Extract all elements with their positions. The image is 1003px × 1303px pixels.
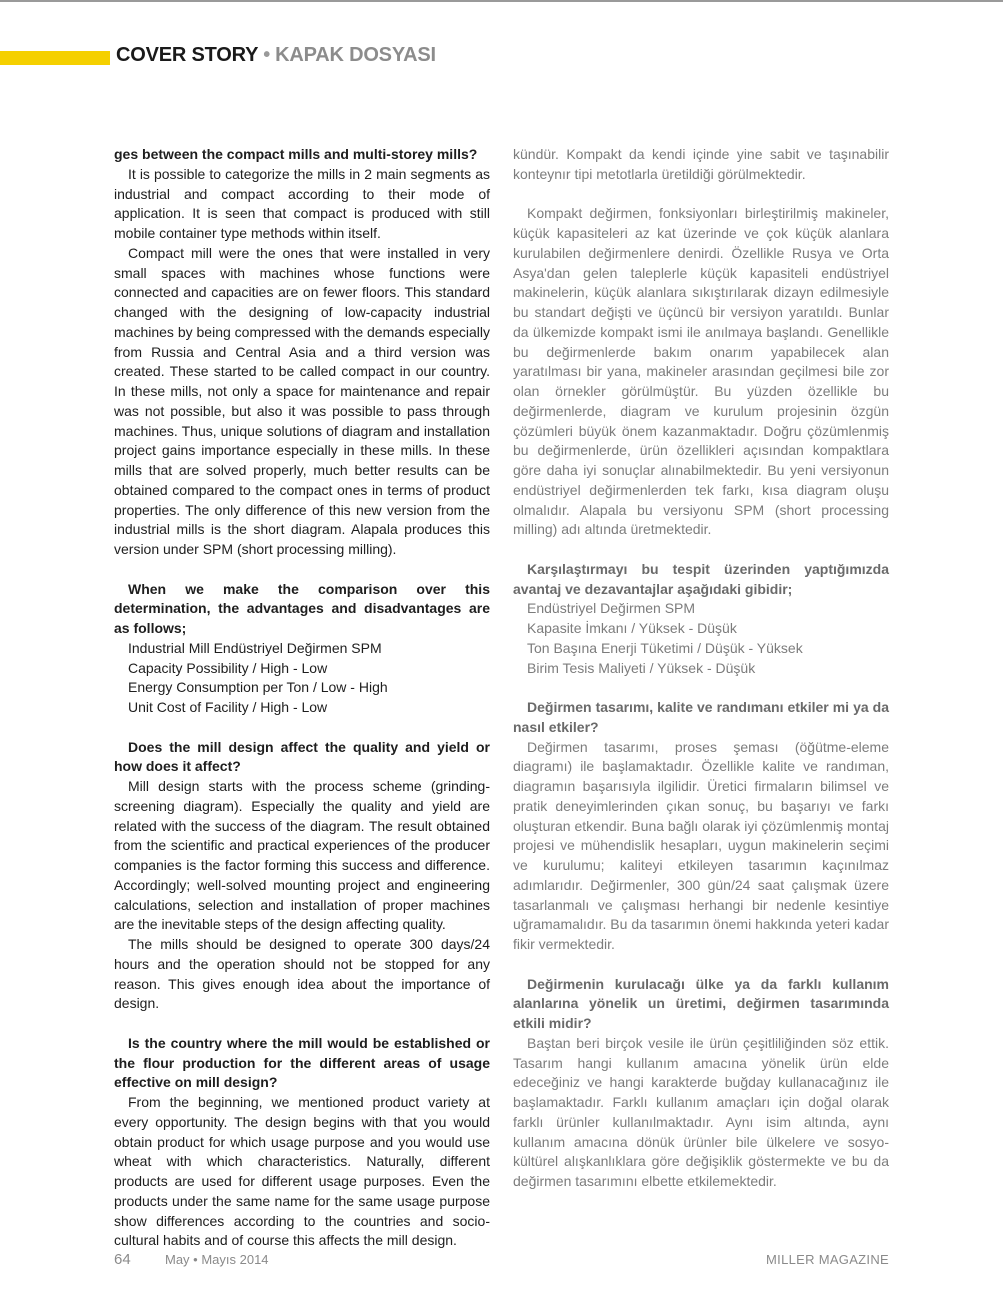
section-separator: • bbox=[263, 44, 271, 66]
question-heading: Is the country where the mill would be established or the flour production for the different areas of usage effective on mill design? bbox=[114, 1034, 490, 1091]
section-accent-bar bbox=[0, 51, 110, 65]
comparison-list bbox=[513, 599, 889, 678]
english-column bbox=[114, 145, 490, 1251]
turkish-column bbox=[513, 145, 889, 1192]
question-continuation: ges between the compact mills and multi-storey mills? bbox=[114, 146, 478, 162]
section-title-turkish: KAPAK DOSYASI bbox=[275, 44, 436, 66]
paragraph: Compact mill were the ones that were installed in very small spaces with machines whose functions were connected and capacities are on fewer floors. This standard changed with the designing of low-capacity industrial machines by being compressed with the demands especially from Russia and Central Asia and a third version was created. These started to be called compact in our country. In these mills, not only a space for maintenance and repair was not possible, but also it was possible to pass through machines. Thus, unique solutions of diagram and installation project gains importance especially in these mills. In these mills that are solved properly, much better results can be obtained compared to the compact ones in terms of product properties. The only difference of this new version from the industrial mills is the short diagram. Alapala produces this version under SPM (short processing milling). bbox=[114, 244, 490, 557]
list-item: Capacity Possibility / High - Low bbox=[128, 659, 328, 676]
paragraph: From the beginning, we mentioned product variety at every opportunity. The design begins with that you would obtain product for which usage purpose and you would use wheat with which characteristics. Naturally, different products are used for different usage purposes. Even the products under the same name for the same usage purpose show differences according to the countries and socio-cultural habits and of course this affects the mill design. bbox=[114, 1094, 490, 1249]
list-item: Kapasite İmkanı / Yüksek - Düşük bbox=[527, 620, 737, 636]
paragraph: It is possible to categorize the mills in 2 main segments as industrial and compact according to their mode of application. It is seen that compact is produced with still mobile container type methods within itself. bbox=[114, 165, 490, 241]
list-item: Energy Consumption per Ton / Low - High bbox=[128, 679, 388, 696]
question-heading: Değirmen tasarımı, kalite ve randımanı etkiler mi ya da nasıl etkiler? bbox=[513, 699, 889, 735]
section-header bbox=[116, 44, 436, 67]
paragraph: Mill design starts with the process scheme (grinding-screening diagram). Especially the quality and yield are related with the success of the diagram. The result obtained from the scientific and practical experiences of the producer companies is the factor forming this success and difference. Accordingly; well-solved mounting project and engineering calculations, selection and installation of proper machines are the inevitable steps of the design affecting quality. bbox=[114, 778, 490, 933]
list-item: Ton Başına Enerji Tüketimi / Düşük - Yüksek bbox=[527, 639, 803, 656]
paragraph: The mills should be designed to operate 300 days/24 hours and the operation should not be stopped for any reason. This gives enough idea about the importance of design. bbox=[114, 936, 490, 1012]
paragraph: Kompakt değirmen, fonksiyonları birleştirilmiş makineler, küçük kapasiteleri az kat üzerinde ve çok küçük alanlara kurulabilen değirmenlere denirdi. Özellikle Rusya ve Orta Asya'dan gelen taleplerle küçük kapasiteli endüstriyel makinelerin, küçük alanlara sıkıştırılarak dizayn edilmesiyle bu standart değişti ve üçüncü bir versiyon yaratıldı. Bunlar da ülkemizde kompakt ismi ile anılmaya başlandı. Genellikle bu değirmenlerde bakım onarım yapabilecek alan yaratılması bir yana, makineler arasından geçilmesi bile zor olan örnekler görülmüştür. Bu yüzden özellikle bu değirmenlerde, diagram ve kurulum projesinin özgün çözümleri büyük önem kazanmaktadır. Doğru çözümlenmiş bu değirmenlerde, ürün özellikleri açısından kompaktlara göre daha iyi sonuçlar alınabilmektedir. Bu yeni versiyonun endüstriyel değirmenlerden tek farkı, kısa diagram oluşu olmalıdır. Alapala bu versiyonu SPM (short processing milling) adı altında üretmektedir. bbox=[513, 205, 889, 538]
paragraph-continuation: kündür. Kompakt da kendi içinde yine sabit ve taşınabilir konteynır tipi metotlarla üretildiği görülmektedir. bbox=[513, 146, 889, 182]
magazine-name: MILLER MAGAZINE bbox=[766, 1252, 889, 1267]
list-item: Endüstriyel Değirmen SPM bbox=[527, 600, 696, 617]
question-heading: Değirmenin kurulacağı ülke ya da farklı kullanım alanlarına yönelik un üretimi, değirmen tasarımında etkili midir? bbox=[513, 975, 889, 1031]
question-heading: When we make the comparison over this determination, the advantages and disadvantages are as follows; bbox=[114, 580, 490, 636]
paragraph: Baştan beri birçok vesile ile ürün çeşitliliğinden söz ettik. Tasarım hangi kullanım amacına yönelik ürün elde edeceğiniz ve hangi karakterde buğday kullanacağınız ile başlamaktadır. Farklı kullanım amaçları için doğal olarak farklı ürünler kullanılmaktadır. Aynı isim altında, aynı kullanım amacına dönük ürünler bile ülkelere ve sosyo-kültürel alışkanlıklara göre değişiklik göstermekte ve bu da değirmen tasarımını elbette etkilemektedir. bbox=[513, 1034, 889, 1189]
section-title-english: COVER STORY bbox=[116, 44, 259, 66]
list-item: Industrial Mill Endüstriyel Değirmen SPM bbox=[128, 639, 382, 656]
issue-date: May • Mayıs 2014 bbox=[165, 1252, 269, 1267]
question-heading: Does the mill design affect the quality and yield or how does it affect? bbox=[114, 738, 490, 775]
question-heading: Karşılaştırmayı bu tespit üzerinden yaptığımızda avantaj ve dezavantajlar aşağıdaki gibidir; bbox=[513, 560, 889, 597]
top-border-rule bbox=[0, 0, 1003, 2]
list-item: Birim Tesis Maliyeti / Yüksek - Düşük bbox=[527, 659, 756, 676]
page-number: 64 bbox=[114, 1251, 131, 1268]
paragraph: Değirmen tasarımı, proses şeması (öğütme-eleme diagramı) ile başlamaktadır. Özellikle kalite ve randıman, diagramın başarısıyla ilgilidir. Üretici firmaların bilimsel ve pratik deneyimlerinden çıkan sonuç, bu başarıyı ve farkı oluşturan etkendir. Buna bağlı olarak iyi çözümlenmiş montaj projesi ve mühendislik hesapları, uygun makinelerin seçimi ve kurulumu; kaliteyi etkileyen tasarımın kaçınılmaz adımlarıdır. Değirmenler, 300 gün/24 saat çalışmak üzere tasarlanmalı ve çalışması herhangi bir nedenle kesintiye uğramamalıdır. Bu da tasarımın önemi hakkında yeteri kadar fikir vermektedir. bbox=[513, 738, 889, 952]
comparison-list bbox=[114, 639, 490, 718]
list-item: Unit Cost of Facility / High - Low bbox=[128, 699, 328, 715]
